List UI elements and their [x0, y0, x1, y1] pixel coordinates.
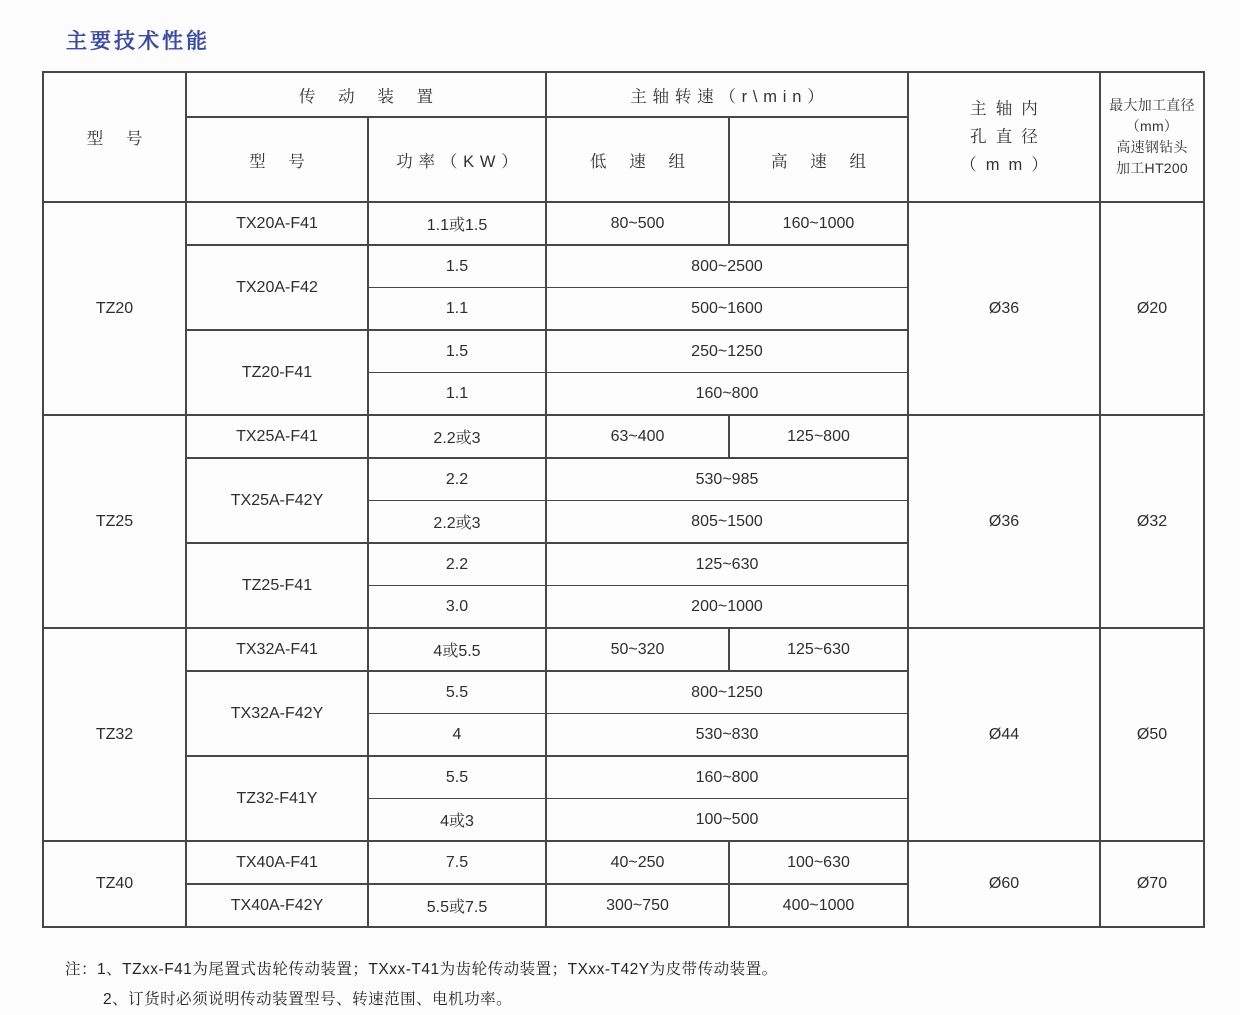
- header-row-1: [43, 72, 1204, 117]
- header-max-diameter: [1100, 72, 1204, 202]
- header-model: 型 号: [43, 72, 186, 202]
- power-cell: 2.2或3: [368, 415, 546, 458]
- header-bore-line-2: 孔直径: [970, 128, 1047, 146]
- speed-range-cell: 800~2500: [546, 245, 908, 288]
- header-bore-line-1: 主轴内: [970, 100, 1047, 118]
- transmission-model-cell: TX20A-F41: [186, 202, 368, 245]
- speed-high-cell: 125~630: [729, 628, 908, 671]
- power-cell: 5.5或7.5: [368, 884, 546, 927]
- bore-diameter-cell: Ø60: [908, 841, 1100, 927]
- transmission-model-cell: TZ20-F41: [186, 330, 368, 415]
- header-max-dia-line-1: 最大加工直径: [1109, 97, 1195, 113]
- header-spindle-speed: 主轴转速（r\min）: [546, 72, 908, 117]
- table-row: [43, 841, 1204, 884]
- speed-range-cell: 100~500: [546, 799, 908, 842]
- power-cell: 1.1: [368, 288, 546, 331]
- header-high-speed: 高 速 组: [729, 117, 908, 202]
- speed-high-cell: 400~1000: [729, 884, 908, 927]
- header-max-dia-line-4: 加工HT200: [1116, 160, 1188, 176]
- max-diameter-cell: Ø32: [1100, 415, 1204, 628]
- transmission-model-cell: TX25A-F41: [186, 415, 368, 458]
- max-diameter-cell: Ø50: [1100, 628, 1204, 841]
- page-title: 主要技术性能: [66, 30, 210, 53]
- speed-range-cell: 250~1250: [546, 330, 908, 373]
- power-cell: 1.1: [368, 373, 546, 416]
- speed-low-cell: 50~320: [546, 628, 729, 671]
- transmission-model-cell: TZ25-F41: [186, 543, 368, 628]
- footnotes: [65, 955, 1240, 1015]
- speed-range-cell: 200~1000: [546, 586, 908, 629]
- footnote-line-1: 注：1、TZxx-F41为尾置式齿轮传动装置；TXxx-T41为齿轮传动装置；TXxx-T42Y为皮带传动装置。: [65, 961, 778, 978]
- max-diameter-cell: Ø70: [1100, 841, 1204, 927]
- transmission-model-cell: TX40A-F41: [186, 841, 368, 884]
- model-cell: TZ40: [43, 841, 186, 927]
- power-cell: 4或3: [368, 799, 546, 842]
- spec-table: [42, 71, 1205, 928]
- speed-high-cell: 160~1000: [729, 202, 908, 245]
- power-cell: 7.5: [368, 841, 546, 884]
- power-cell: 2.2或3: [368, 501, 546, 544]
- table-row: [43, 415, 1204, 458]
- speed-range-cell: 805~1500: [546, 501, 908, 544]
- speed-range-cell: 125~630: [546, 543, 908, 586]
- transmission-model-cell: TX20A-F42: [186, 245, 368, 330]
- power-cell: 1.5: [368, 245, 546, 288]
- speed-range-cell: 530~830: [546, 714, 908, 757]
- power-cell: 5.5: [368, 756, 546, 799]
- speed-range-cell: 160~800: [546, 756, 908, 799]
- header-transmission-group: 传 动 装 置: [186, 72, 546, 117]
- header-transmission-model: 型 号: [186, 117, 368, 202]
- speed-low-cell: 40~250: [546, 841, 729, 884]
- bore-diameter-cell: Ø36: [908, 415, 1100, 628]
- model-cell: TZ32: [43, 628, 186, 841]
- power-cell: 5.5: [368, 671, 546, 714]
- speed-low-cell: 80~500: [546, 202, 729, 245]
- transmission-model-cell: TX32A-F41: [186, 628, 368, 671]
- speed-low-cell: 300~750: [546, 884, 729, 927]
- footnote-line-2: 2、订货时必须说明传动装置型号、转速范围、电机功率。: [103, 991, 513, 1008]
- bore-diameter-cell: Ø36: [908, 202, 1100, 415]
- speed-range-cell: 530~985: [546, 458, 908, 501]
- bore-diameter-cell: Ø44: [908, 628, 1100, 841]
- power-cell: 4或5.5: [368, 628, 546, 671]
- header-power: 功率（KW）: [368, 117, 546, 202]
- power-cell: 1.5: [368, 330, 546, 373]
- header-low-speed: 低 速 组: [546, 117, 729, 202]
- transmission-model-cell: TX25A-F42Y: [186, 458, 368, 543]
- model-cell: TZ25: [43, 415, 186, 628]
- header-bore-diameter: [908, 72, 1100, 202]
- max-diameter-cell: Ø20: [1100, 202, 1204, 415]
- power-cell: 4: [368, 714, 546, 757]
- model-cell: TZ20: [43, 202, 186, 415]
- power-cell: 2.2: [368, 458, 546, 501]
- speed-range-cell: 800~1250: [546, 671, 908, 714]
- speed-high-cell: 125~800: [729, 415, 908, 458]
- speed-high-cell: 100~630: [729, 841, 908, 884]
- transmission-model-cell: TX40A-F42Y: [186, 884, 368, 927]
- table-row: [43, 628, 1204, 671]
- speed-low-cell: 63~400: [546, 415, 729, 458]
- transmission-model-cell: TZ32-F41Y: [186, 756, 368, 841]
- header-max-dia-line-2: （mm）: [1125, 118, 1179, 134]
- power-cell: 2.2: [368, 543, 546, 586]
- power-cell: 1.1或1.5: [368, 202, 546, 245]
- table-row: [43, 202, 1204, 245]
- power-cell: 3.0: [368, 586, 546, 629]
- speed-range-cell: 500~1600: [546, 288, 908, 331]
- transmission-model-cell: TX32A-F42Y: [186, 671, 368, 756]
- header-max-dia-line-3: 高速钢钻头: [1116, 139, 1188, 155]
- speed-range-cell: 160~800: [546, 373, 908, 416]
- header-bore-line-3: （mm）: [960, 156, 1057, 174]
